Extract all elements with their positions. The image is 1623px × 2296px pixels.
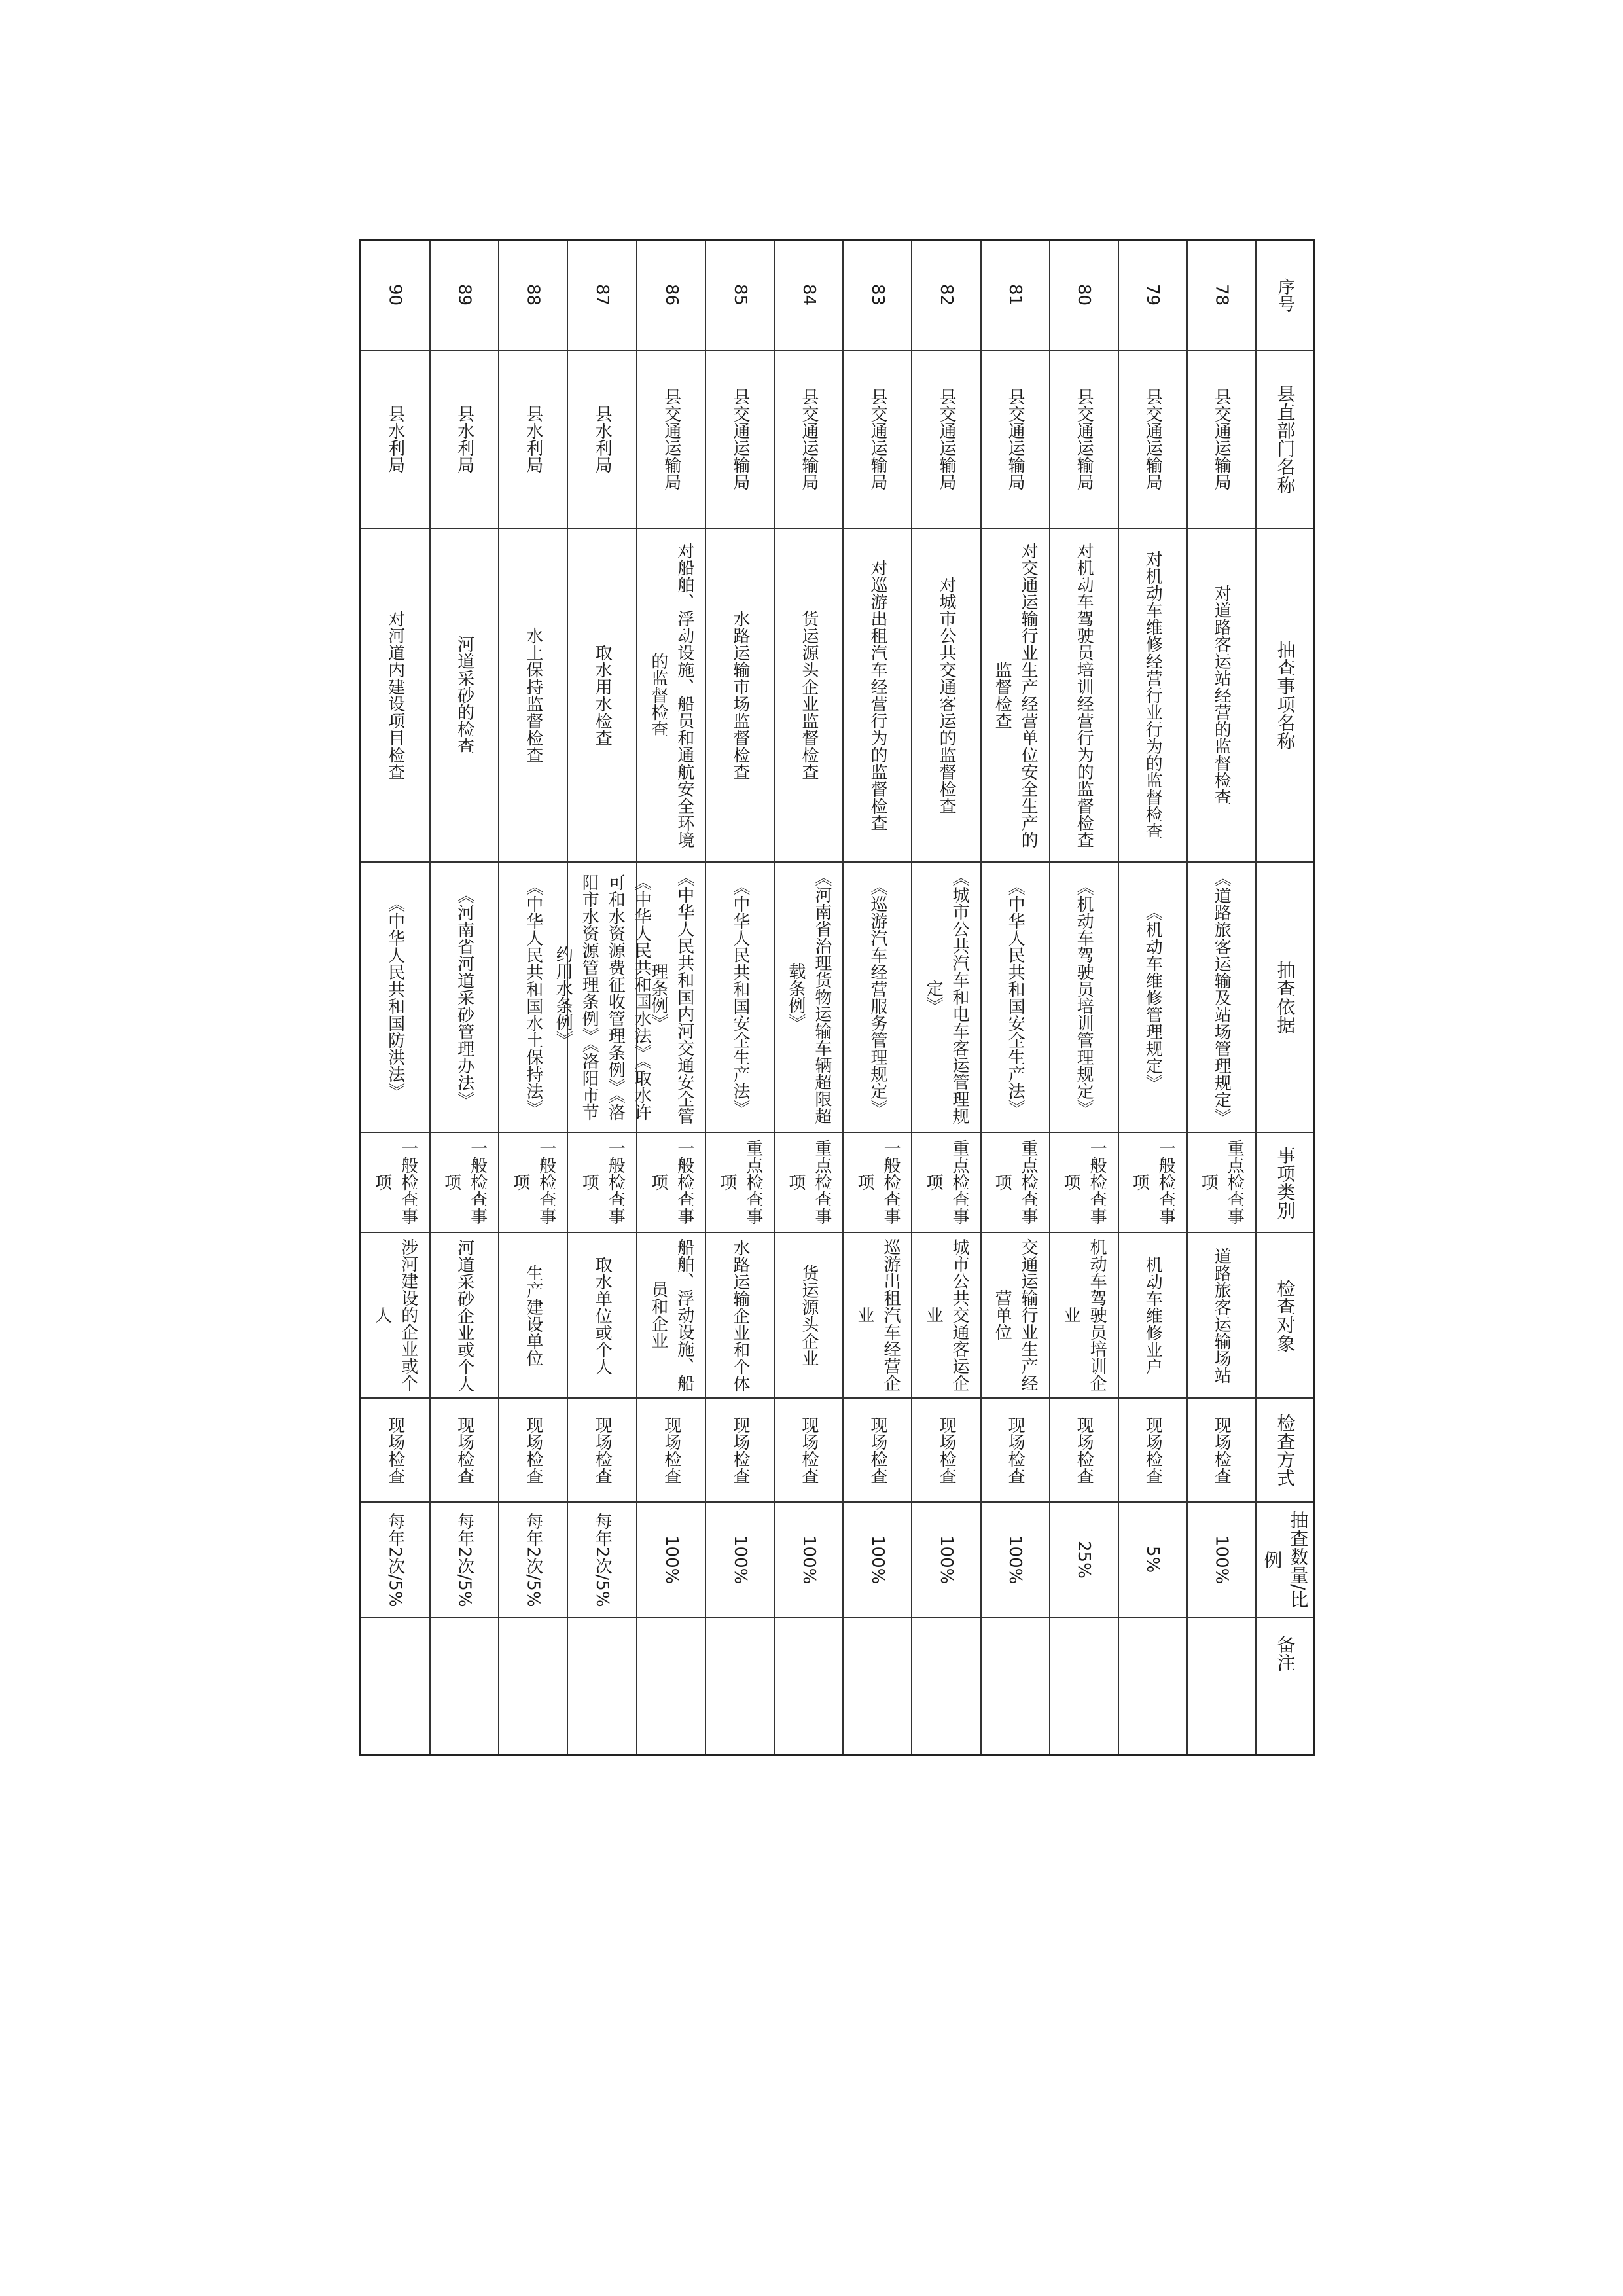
cell-text: 现场检查: [385, 1416, 405, 1484]
cell-target: [706, 1233, 774, 1399]
cell-target: [568, 1233, 636, 1399]
header-department: [1257, 351, 1313, 529]
cell-text: 100%: [936, 1535, 957, 1585]
cell-target: [844, 1233, 911, 1399]
header-method: [1257, 1399, 1313, 1503]
cell-text: 重点检查事项: [923, 1139, 970, 1225]
table-row: [553, 241, 652, 1754]
cell-text: 对道路客运站经营的监督检查: [1211, 584, 1232, 806]
cell-text: 一般检查事项: [648, 1139, 694, 1225]
cell-text: 100%: [867, 1535, 887, 1585]
cell-department: [1119, 351, 1186, 529]
cell-text: 抽查依据: [1274, 960, 1296, 1034]
cell-text: 对机动车维修经营行业行为的监督检查: [1143, 550, 1163, 840]
cell-text: 100%: [730, 1535, 750, 1585]
cell-text: 抽查事项名称: [1274, 640, 1296, 750]
cell-item-name: [568, 529, 636, 863]
cell-method: [568, 1399, 636, 1503]
cell-basis: [1050, 863, 1118, 1133]
header-item-name: [1257, 529, 1313, 863]
cell-text: 现场检查: [1005, 1416, 1026, 1484]
cell-item-name: [1119, 529, 1186, 863]
cell-text: 县水利局: [523, 405, 543, 473]
cell-method: [1119, 1399, 1186, 1503]
cell-category: [431, 1133, 498, 1233]
cell-text: 县交通运输局: [661, 388, 681, 490]
cell-item-name: [912, 529, 980, 863]
cell-basis: [912, 863, 980, 1133]
cell-basis: [775, 863, 842, 1133]
cell-text: 县交通运输局: [1074, 388, 1094, 490]
cell-item-name: [499, 529, 567, 863]
cell-row-number: [982, 241, 1049, 351]
cell-text: 现场检查: [1143, 1416, 1163, 1484]
cell-text: 现场检查: [867, 1416, 887, 1484]
cell-text: 83: [867, 284, 887, 306]
cell-text: 县水利局: [592, 405, 613, 473]
cell-department: [1188, 351, 1255, 529]
cell-remarks: [1188, 1618, 1255, 1689]
cell-basis: [1188, 863, 1255, 1133]
cell-text: 县直部门名称: [1274, 384, 1296, 494]
cell-row-number: [706, 241, 774, 351]
table-row: [1118, 241, 1186, 1754]
cell-remarks: [912, 1618, 980, 1689]
cell-text: 现场检查: [523, 1416, 543, 1484]
cell-text: 船舶、浮动设施、船员和企业: [648, 1238, 694, 1392]
cell-text: 县交通运输局: [867, 388, 887, 490]
cell-text: 序号: [1275, 278, 1295, 312]
cell-basis: [982, 863, 1049, 1133]
cell-category: [1188, 1133, 1255, 1233]
table-row: [980, 241, 1049, 1754]
cell-remarks: [844, 1618, 911, 1689]
cell-text: 《河南省治理货物运输车辆超限超载条例》: [785, 869, 832, 1125]
cell-method: [431, 1399, 498, 1503]
cell-text: 100%: [661, 1535, 681, 1585]
cell-row-number: [912, 241, 980, 351]
cell-text: 涉河建设的企业或个人: [372, 1238, 418, 1392]
cell-ratio: [499, 1503, 567, 1618]
header-row-number: [1257, 241, 1313, 351]
cell-remarks: [499, 1618, 567, 1689]
cell-text: 每年2次/5%: [592, 1512, 613, 1607]
cell-text: 交通运输行业生产经营单位: [992, 1238, 1039, 1392]
cell-text: 《机动车维修管理规定》: [1143, 903, 1163, 1091]
cell-basis: [844, 863, 911, 1133]
cell-category: [499, 1133, 567, 1233]
cell-text: 85: [730, 284, 750, 306]
cell-basis: [431, 863, 498, 1133]
cell-row-number: [499, 241, 567, 351]
cell-text: 县交通运输局: [936, 388, 957, 490]
cell-text: 87: [592, 284, 613, 306]
cell-text: 每年2次/5%: [523, 1512, 543, 1607]
cell-row-number: [1050, 241, 1118, 351]
cell-text: 《城市公共汽车和电车客运管理规定》: [923, 869, 970, 1125]
cell-department: [637, 351, 705, 529]
cell-category: [912, 1133, 980, 1233]
cell-remarks: [775, 1618, 842, 1689]
cell-item-name: [982, 529, 1049, 863]
cell-text: 机动车维修业户: [1143, 1255, 1163, 1375]
cell-department: [982, 351, 1049, 529]
cell-text: 对船舶、浮动设施、船员和通航安全环境的监督检查: [648, 541, 694, 848]
cell-method: [775, 1399, 842, 1503]
cell-text: 县交通运输局: [798, 388, 819, 490]
cell-text: 100%: [798, 1535, 819, 1585]
cell-text: 81: [1005, 284, 1026, 306]
cell-category: [775, 1133, 842, 1233]
cell-text: 一般检查事项: [510, 1139, 556, 1225]
cell-category: [706, 1133, 774, 1233]
cell-text: 生产建设单位: [523, 1264, 543, 1367]
cell-text: 一般检查事项: [579, 1139, 626, 1225]
cell-department: [361, 351, 429, 529]
table-row: [636, 241, 705, 1754]
cell-text: 86: [661, 284, 681, 306]
cell-remarks: [431, 1618, 498, 1689]
cell-department: [499, 351, 567, 529]
cell-category: [637, 1133, 705, 1233]
cell-text: 100%: [1005, 1535, 1026, 1585]
cell-text: 现场检查: [1211, 1416, 1232, 1484]
cell-text: 水路运输市场监督检查: [730, 610, 750, 780]
header-remarks: [1257, 1618, 1313, 1689]
cell-text: 90: [385, 284, 405, 306]
cell-text: 一般检查事项: [1061, 1139, 1107, 1225]
cell-text: 水路运输企业和个体: [730, 1238, 750, 1392]
cell-text: 对交通运输行业生产经营单位安全生产的监督检查: [992, 541, 1039, 848]
cell-remarks: [982, 1618, 1049, 1689]
cell-text: 县交通运输局: [1211, 388, 1232, 490]
cell-item-name: [1050, 529, 1118, 863]
cell-method: [706, 1399, 774, 1503]
cell-text: 县交通运输局: [1005, 388, 1026, 490]
cell-method: [637, 1399, 705, 1503]
cell-text: 道路旅客运输场站: [1211, 1247, 1232, 1384]
cell-method: [912, 1399, 980, 1503]
cell-text: 现场检查: [454, 1416, 474, 1484]
cell-text: 《机动车驾驶员培训管理规定》: [1074, 878, 1094, 1117]
cell-text: 现场检查: [730, 1416, 750, 1484]
cell-method: [499, 1399, 567, 1503]
cell-text: 一般检查事项: [854, 1139, 901, 1225]
inspection-table: [359, 239, 1315, 1756]
cell-text: 县水利局: [385, 405, 405, 473]
cell-item-name: [361, 529, 429, 863]
cell-department: [706, 351, 774, 529]
cell-method: [1050, 1399, 1118, 1503]
cell-text: 县交通运输局: [1143, 388, 1163, 490]
cell-text: 县交通运输局: [730, 388, 750, 490]
cell-row-number: [1188, 241, 1255, 351]
cell-text: 抽查数量/比例: [1261, 1511, 1310, 1609]
cell-text: 《中华人民共和国水法》《取水许可和水资源费征收管理条例》《洛阳市水资源管理条例》《洛阳市节约用水条例》: [553, 873, 652, 1121]
cell-item-name: [1188, 529, 1255, 863]
cell-text: 78: [1211, 284, 1232, 306]
cell-category: [982, 1133, 1049, 1233]
cell-text: 备注: [1274, 1635, 1296, 1672]
cell-item-name: [637, 529, 705, 863]
cell-target: [912, 1233, 980, 1399]
cell-text: 重点检查事项: [992, 1139, 1039, 1225]
cell-basis: [706, 863, 774, 1133]
cell-target: [499, 1233, 567, 1399]
cell-text: 货运源头企业: [798, 1264, 819, 1367]
cell-remarks: [1119, 1618, 1186, 1689]
cell-text: 对巡游出租汽车经营行为的监督检查: [867, 559, 887, 831]
cell-text: 巡游出租汽车经营企业: [854, 1238, 901, 1392]
cell-ratio: [431, 1503, 498, 1618]
table-row: [361, 241, 429, 1754]
cell-row-number: [1119, 241, 1186, 351]
cell-text: 现场检查: [936, 1416, 957, 1484]
cell-text: 《河南省河道采砂管理办法》: [454, 886, 474, 1108]
cell-text: 城市公共交通客运企业: [923, 1238, 970, 1392]
table-row: [705, 241, 774, 1754]
cell-text: 25%: [1074, 1541, 1094, 1579]
cell-category: [844, 1133, 911, 1233]
cell-method: [844, 1399, 911, 1503]
cell-item-name: [431, 529, 498, 863]
cell-target: [361, 1233, 429, 1399]
cell-row-number: [361, 241, 429, 351]
table-row: [1049, 241, 1118, 1754]
cell-text: 5%: [1143, 1546, 1163, 1573]
header-target: [1257, 1233, 1313, 1399]
cell-target: [637, 1233, 705, 1399]
cell-category: [568, 1133, 636, 1233]
cell-text: 河道采砂的检查: [454, 636, 474, 755]
cell-target: [1050, 1233, 1118, 1399]
cell-text: 《巡游汽车经营服务管理规定》: [867, 878, 887, 1117]
cell-text: 取水用水检查: [592, 644, 613, 746]
cell-text: 79: [1143, 284, 1163, 306]
cell-ratio: [1188, 1503, 1255, 1618]
cell-remarks: [1050, 1618, 1118, 1689]
cell-text: 事项类别: [1274, 1145, 1296, 1219]
header-basis: [1257, 863, 1313, 1133]
cell-text: 《中华人民共和国内河交通安全管理条例》: [648, 869, 694, 1125]
cell-row-number: [637, 241, 705, 351]
cell-department: [1050, 351, 1118, 529]
cell-basis: [361, 863, 429, 1133]
table-header: [1255, 241, 1313, 1754]
cell-method: [1188, 1399, 1255, 1503]
cell-category: [1119, 1133, 1186, 1233]
cell-department: [775, 351, 842, 529]
cell-target: [431, 1233, 498, 1399]
cell-text: 货运源头企业监督检查: [798, 610, 819, 780]
cell-text: 《中华人民共和国水土保持法》: [523, 878, 543, 1117]
cell-text: 对机动车驾驶员培训经营行为的监督检查: [1074, 542, 1094, 848]
cell-department: [912, 351, 980, 529]
table-row: [842, 241, 911, 1754]
table-row: [911, 241, 980, 1754]
table-row: [429, 241, 498, 1754]
cell-item-name: [775, 529, 842, 863]
cell-text: 县水利局: [454, 405, 474, 473]
table-row: [774, 241, 842, 1754]
cell-text: 82: [936, 284, 957, 306]
cell-ratio: [1050, 1503, 1118, 1618]
cell-ratio: [568, 1503, 636, 1618]
cell-text: 每年2次/5%: [454, 1512, 474, 1607]
cell-text: 现场检查: [661, 1416, 681, 1484]
cell-text: 取水单位或个人: [592, 1255, 613, 1375]
cell-text: 80: [1074, 284, 1094, 306]
cell-ratio: [637, 1503, 705, 1618]
cell-text: 一般检查事项: [441, 1139, 488, 1225]
cell-department: [568, 351, 636, 529]
cell-text: 现场检查: [592, 1416, 613, 1484]
cell-text: 重点检查事项: [785, 1139, 832, 1225]
cell-target: [1188, 1233, 1255, 1399]
cell-target: [1119, 1233, 1186, 1399]
cell-category: [1050, 1133, 1118, 1233]
cell-ratio: [982, 1503, 1049, 1618]
cell-target: [982, 1233, 1049, 1399]
cell-target: [775, 1233, 842, 1399]
cell-text: 检查方式: [1274, 1413, 1296, 1487]
cell-ratio: [361, 1503, 429, 1618]
cell-text: 一般检查事项: [372, 1139, 418, 1225]
cell-row-number: [844, 241, 911, 351]
cell-text: 《中华人民共和国防洪法》: [385, 895, 405, 1100]
cell-text: 100%: [1211, 1535, 1232, 1585]
table-row: [1186, 241, 1255, 1754]
cell-category: [361, 1133, 429, 1233]
cell-ratio: [912, 1503, 980, 1618]
cell-row-number: [568, 241, 636, 351]
cell-remarks: [637, 1618, 705, 1689]
cell-text: 《道路旅客运输及站场管理规定》: [1211, 869, 1232, 1125]
cell-basis: [1119, 863, 1186, 1133]
cell-text: 检查对象: [1274, 1278, 1296, 1352]
cell-item-name: [844, 529, 911, 863]
cell-row-number: [431, 241, 498, 351]
header-ratio: [1257, 1503, 1313, 1618]
cell-remarks: [361, 1618, 429, 1689]
cell-text: 对城市公共交通客运的监督检查: [936, 576, 957, 814]
cell-text: 河道采砂企业或个人: [454, 1238, 474, 1392]
cell-item-name: [706, 529, 774, 863]
cell-text: 89: [454, 284, 474, 306]
cell-row-number: [775, 241, 842, 351]
cell-basis: [553, 863, 652, 1133]
cell-text: 对河道内建设项目检查: [385, 610, 405, 780]
cell-text: 现场检查: [1074, 1416, 1094, 1484]
cell-department: [431, 351, 498, 529]
cell-department: [844, 351, 911, 529]
cell-method: [982, 1399, 1049, 1503]
cell-text: 现场检查: [798, 1416, 819, 1484]
cell-ratio: [1119, 1503, 1186, 1618]
cell-text: 每年2次/5%: [385, 1512, 405, 1607]
cell-remarks: [706, 1618, 774, 1689]
cell-text: 水土保持监督检查: [523, 627, 543, 763]
cell-remarks: [568, 1618, 636, 1689]
cell-text: 88: [523, 284, 543, 306]
cell-ratio: [706, 1503, 774, 1618]
cell-ratio: [844, 1503, 911, 1618]
cell-text: 一般检查事项: [1130, 1139, 1176, 1225]
cell-text: 重点检查事项: [1198, 1139, 1245, 1225]
cell-text: 《中华人民共和国安全生产法》: [730, 878, 750, 1117]
cell-method: [361, 1399, 429, 1503]
cell-ratio: [775, 1503, 842, 1618]
cell-basis: [637, 863, 705, 1133]
cell-text: 《中华人民共和国安全生产法》: [1005, 878, 1026, 1117]
header-category: [1257, 1133, 1313, 1233]
cell-text: 84: [798, 284, 819, 306]
cell-text: 重点检查事项: [717, 1139, 763, 1225]
cell-text: 机动车驾驶员培训企业: [1061, 1238, 1107, 1392]
